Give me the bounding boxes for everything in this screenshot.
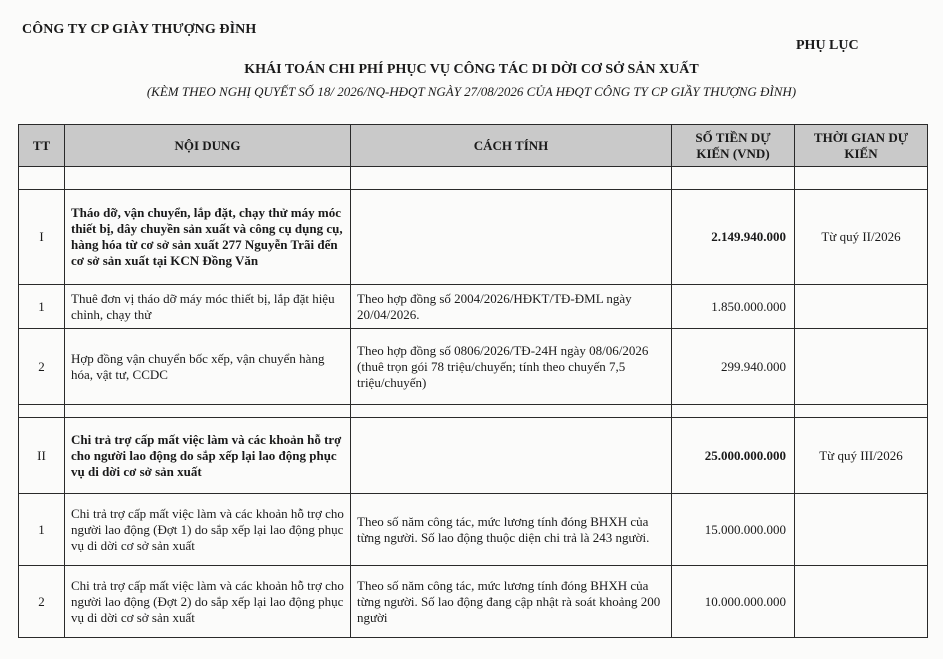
table-header-row [19,125,928,167]
row-amount: 2.149.940.000 [672,190,795,285]
column-header-time: THỜI GIAN DỰ KIẾN [795,125,928,167]
row-time: Từ quý III/2026 [795,418,928,494]
row-content: Chi trả trợ cấp mất việc làm và các khoản hỗ trợ cho người lao động do sắp xếp lại lao động phục vụ di dời cơ sở sản xuất [65,418,351,494]
row-method [351,190,672,285]
column-header-content: NỘI DUNG [65,125,351,167]
row-amount: 299.940.000 [672,329,795,405]
table-row-section-ii [19,418,928,494]
spacer-row [19,405,928,418]
spacer-row [19,167,928,190]
row-tt: 1 [19,285,65,329]
cost-estimate-table [18,124,928,638]
row-tt: II [19,418,65,494]
table-row [19,566,928,638]
row-method: Theo hợp đồng số 2004/2026/HĐKT/TĐ-ĐML ngày 20/04/2026. [351,285,672,329]
table-row [19,494,928,566]
row-amount: 25.000.000.000 [672,418,795,494]
row-time [795,329,928,405]
document-title: KHÁI TOÁN CHI PHÍ PHỤC VỤ CÔNG TÁC DI DỜI CƠ SỞ SẢN XUẤT [244,62,699,77]
row-time: Từ quý II/2026 [795,190,928,285]
row-method: Theo số năm công tác, mức lương tính đóng BHXH của từng người. Số lao động đang cập nhật rà soát khoảng 200 người [351,566,672,638]
row-time [795,285,928,329]
table-row [19,329,928,405]
table-row [19,285,928,329]
row-method: Theo hợp đồng số 0806/2026/TĐ-24H ngày 08/06/2026 (thuê trọn gói 78 triệu/chuyến; tính theo chuyến 7,5 triệu/chuyến) [351,329,672,405]
row-content: Hợp đồng vận chuyển bốc xếp, vận chuyển hàng hóa, vật tư, CCDC [65,329,351,405]
row-amount: 15.000.000.000 [672,494,795,566]
row-content: Chi trả trợ cấp mất việc làm và các khoản hỗ trợ cho người lao động (Đợt 1) do sắp xếp lại lao động phục vụ di dời cơ sở sản xuất [65,494,351,566]
company-name: CÔNG TY CP GIÀY THƯỢNG ĐÌNH [22,22,257,37]
column-header-method: CÁCH TÍNH [351,125,672,167]
row-content: Chi trả trợ cấp mất việc làm và các khoản hỗ trợ cho người lao động (Đợt 2) do sắp xếp lại lao động phục vụ di dời cơ sở sản xuất [65,566,351,638]
appendix-label: PHỤ LỤC [796,38,859,53]
row-tt: I [19,190,65,285]
row-tt: 2 [19,566,65,638]
column-header-amount: SỐ TIỀN DỰ KIẾN (VND) [672,125,795,167]
row-tt: 2 [19,329,65,405]
table-row-section-i [19,190,928,285]
document-subtitle: (KÈM THEO NGHỊ QUYẾT SỐ 18/ 2026/NQ-HĐQT NGÀY 27/08/2026 CỦA HĐQT CÔNG TY CP GIẦY THƯỢNG ĐÌNH) [146,84,797,99]
row-amount: 10.000.000.000 [672,566,795,638]
row-content: Thuê đơn vị tháo dỡ máy móc thiết bị, lắp đặt hiệu chỉnh, chạy thử [65,285,351,329]
row-time [795,566,928,638]
row-content: Tháo dỡ, vận chuyển, lắp đặt, chạy thử máy móc thiết bị, dây chuyền sản xuất và công cụ dụng cụ, hàng hóa từ cơ sở sản xuất 277 Nguyễn Trãi đến cơ sở sản xuất tại KCN Đồng Văn [65,190,351,285]
column-header-tt: TT [19,125,65,167]
row-method: Theo số năm công tác, mức lương tính đóng BHXH của từng người. Số lao động thuộc diện chi trả là 243 người. [351,494,672,566]
row-amount: 1.850.000.000 [672,285,795,329]
row-method [351,418,672,494]
row-tt: 1 [19,494,65,566]
row-time [795,494,928,566]
